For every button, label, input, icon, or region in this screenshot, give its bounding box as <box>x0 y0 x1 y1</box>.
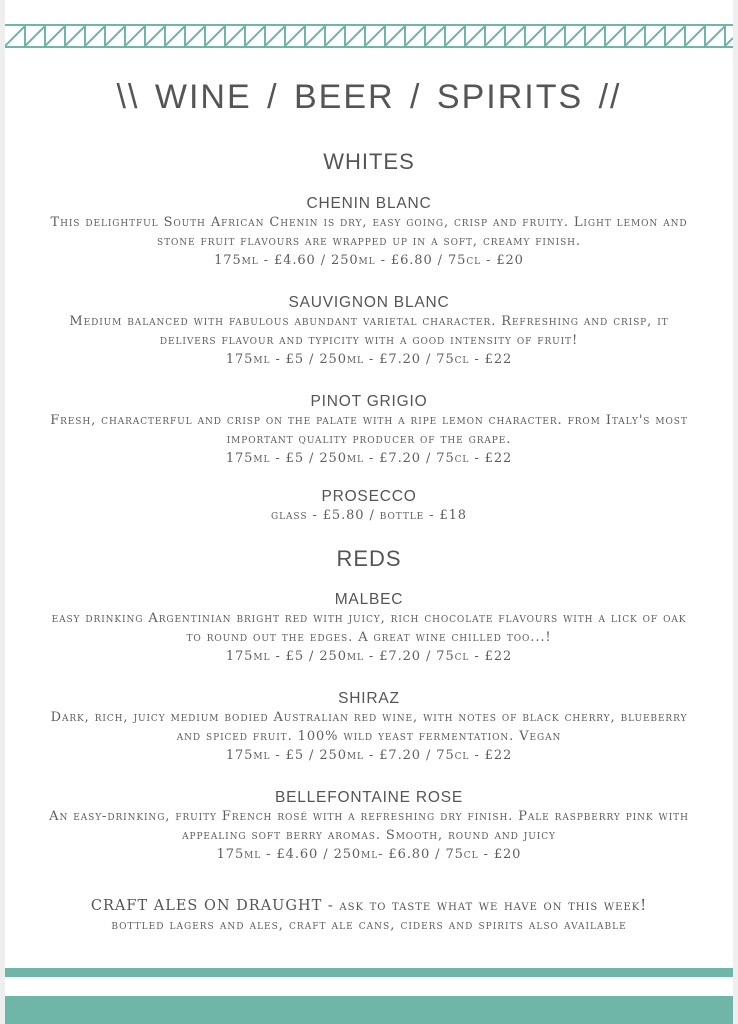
footer-band-thin <box>5 968 733 977</box>
wine-name: CHENIN BLANC <box>306 195 432 212</box>
section-heading-reds: REDS <box>336 546 402 571</box>
wine-name: PINOT GRIGIO <box>310 393 428 410</box>
wine-item-malbec <box>5 590 733 666</box>
wine-price: 175ml - £5 / 250ml - £7.20 / 75cl - £22 <box>225 451 513 466</box>
wine-description: Dark, rich, juicy medium bodied Australian red wine, with notes of black cherry, blueberry and spiced fruit. 100% wild yeast fermentation. Vegan <box>50 710 688 744</box>
craft-ales-subtext: bottled lagers and ales, craft ale cans, ciders and spirits also available <box>111 918 627 933</box>
wine-price: 175ml - £4.60 / 250ml - £6.80 / 75cl - £20 <box>214 253 524 268</box>
wine-price: 175ml - £4.60 / 250ml- £6.80 / 75cl - £20 <box>216 847 522 862</box>
wine-name: MALBEC <box>334 591 404 608</box>
craft-ales-note <box>5 896 733 936</box>
wine-item-shiraz <box>5 689 733 765</box>
wine-item-sauvignon-blanc <box>5 293 733 369</box>
wine-name: SAUVIGNON BLANC <box>288 294 450 311</box>
zigzag-pattern <box>5 26 733 46</box>
wine-item-pinot-grigio <box>5 392 733 468</box>
footer-band-thick <box>5 996 733 1024</box>
wine-description: This delightful South African Chenin is dry, easy going, crisp and fruity. Light lemon and stone fruit flavours are wrapped up in a soft, creamy finish. <box>50 215 688 249</box>
wine-item-prosecco <box>5 487 733 525</box>
wine-price: 175ml - £5 / 250ml - £7.20 / 75cl - £22 <box>225 352 513 367</box>
wine-price: glass - £5.80 / bottle - £18 <box>271 508 467 523</box>
craft-ales-title: CRAFT ALES ON DRAUGHT <box>90 898 323 914</box>
wine-item-bellefontaine-rose <box>5 788 733 864</box>
page-title: \\ WINE / BEER / SPIRITS // <box>116 78 622 116</box>
menu-page <box>5 0 733 1024</box>
wine-description: easy drinking Argentinian bright red with juicy, rich chocolate flavours with a lick of oak to round out the edges. A great wine chilled too...! <box>51 611 687 645</box>
craft-ales-heading <box>5 896 733 916</box>
craft-ales-tagline: - ask to taste what we have on this week! <box>322 898 648 914</box>
zigzag-border-top <box>5 24 733 48</box>
wine-name: PROSECCO <box>321 488 417 505</box>
wine-item-chenin-blanc <box>5 194 733 270</box>
wine-price: 175ml - £5 / 250ml - £7.20 / 75cl - £22 <box>225 748 513 763</box>
wine-description: An easy-drinking, fruity French rosé with a refreshing dry finish. Pale raspberry pink with appealing soft berry aromas. Smooth, round and juicy <box>49 809 689 843</box>
section-heading-whites: WHITES <box>323 149 415 174</box>
wine-description: Fresh, characterful and crisp on the palate with a ripe lemon character. from Italy's most important quality producer of the grape. <box>50 413 688 447</box>
wine-name: SHIRAZ <box>338 690 400 707</box>
wine-description: Medium balanced with fabulous abundant varietal character. Refreshing and crisp, it delivers flavour and typicity with a good intensity of fruit! <box>69 314 669 348</box>
wine-name: BELLEFONTAINE ROSE <box>274 789 464 806</box>
wine-price: 175ml - £5 / 250ml - £7.20 / 75cl - £22 <box>225 649 513 664</box>
